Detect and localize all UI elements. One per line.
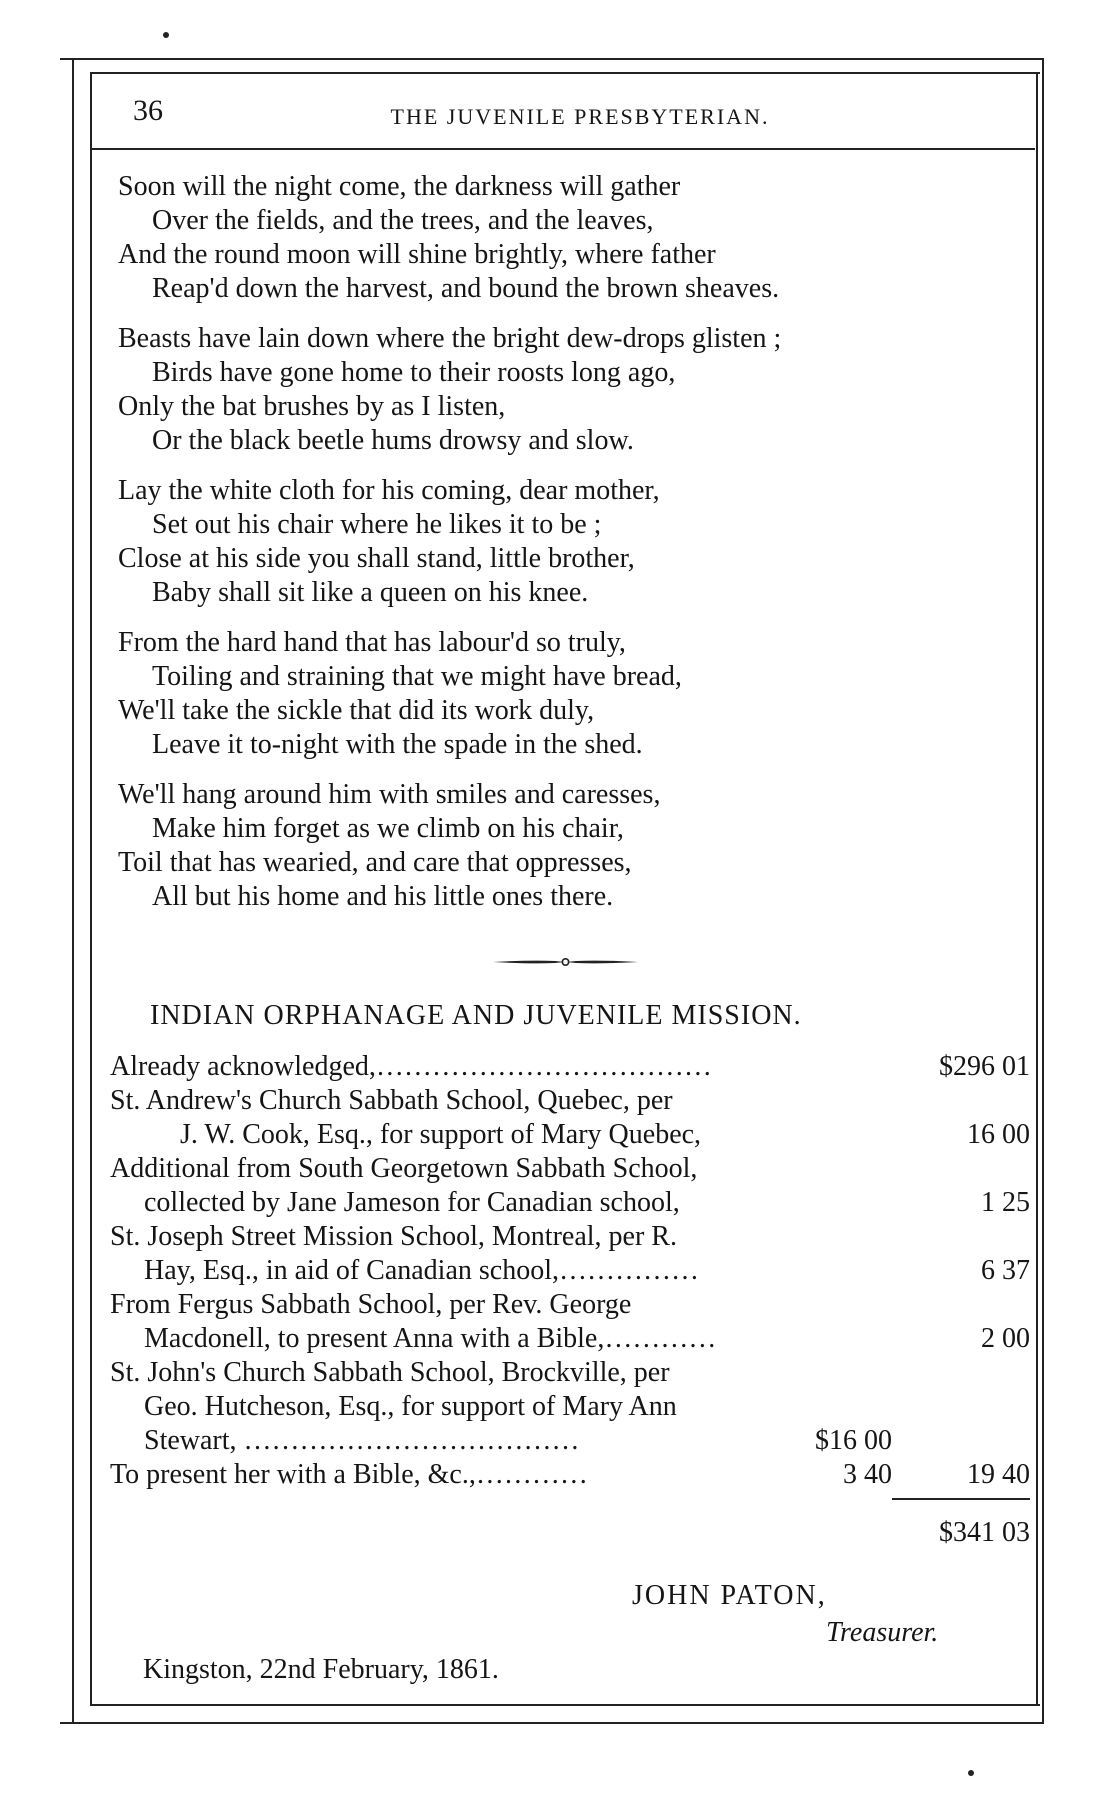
- poem-line: Reap'd down the harvest, and bound the brown sheaves.: [152, 273, 780, 304]
- poem-stanza: [118, 322, 1048, 458]
- poem-line: We'll hang around him with smiles and caresses,: [118, 779, 661, 810]
- ledger-amount: 1 25: [981, 1187, 1030, 1218]
- poem-line: Soon will the night come, the darkness will gather: [118, 171, 681, 202]
- poem-line: Make him forget as we climb on his chair,: [152, 813, 624, 844]
- frame-left-rule-outer: [72, 60, 74, 1724]
- poem-line: Over the fields, and the trees, and the leaves,: [152, 205, 654, 236]
- ledger-row: [110, 1288, 1030, 1322]
- donation-ledger: [110, 1000, 1030, 1550]
- ledger-rows: [110, 1050, 1030, 1492]
- poem-stanza: [118, 474, 1048, 610]
- poem-line: Birds have gone home to their roosts long ago,: [152, 357, 676, 388]
- poem: [118, 170, 1048, 930]
- ledger-row: [110, 1424, 1030, 1458]
- print-speck: [968, 1770, 974, 1776]
- total-rule-row: [110, 1492, 1030, 1506]
- ledger-subamount: 3 40: [843, 1459, 892, 1490]
- poem-line: Only the bat brushes by as I listen,: [118, 391, 506, 422]
- ledger-amount: $296 01: [939, 1051, 1030, 1082]
- poem-line: Lay the white cloth for his coming, dear mother,: [118, 475, 660, 506]
- ledger-amount: 2 00: [981, 1323, 1030, 1354]
- poem-line: Close at his side you shall stand, little brother,: [118, 543, 635, 574]
- ledger-amount: 19 40: [967, 1459, 1030, 1490]
- ledger-row: [110, 1390, 1030, 1424]
- poem-line: All but his home and his little ones there.: [152, 881, 614, 912]
- running-title: THE JUVENILE PRESBYTERIAN.: [390, 104, 770, 129]
- ledger-row: [110, 1356, 1030, 1390]
- poem-stanza: [118, 778, 1048, 914]
- ledger-subamount: $16 00: [815, 1425, 892, 1456]
- frame-top-rule-inner: [90, 72, 1040, 74]
- ledger-entry-text: collected by Jane Jameson for Canadian school,: [144, 1187, 680, 1218]
- ledger-entry-text: From Fergus Sabbath School, per Rev. George: [110, 1289, 632, 1320]
- ledger-entry-text: Geo. Hutcheson, Esq., for support of Mary Ann: [144, 1391, 677, 1422]
- poem-line: We'll take the sickle that did its work duly,: [118, 695, 595, 726]
- ledger-row: [110, 1458, 1030, 1492]
- frame-left-rule-inner: [90, 72, 92, 1706]
- total-rule: [892, 1498, 1030, 1500]
- signature-name: JOHN PATON,: [632, 1580, 827, 1611]
- ornamental-divider: [493, 955, 638, 969]
- ledger-row: [110, 1118, 1030, 1152]
- print-speck: [163, 32, 169, 38]
- poem-line: Beasts have lain down where the bright dew-drops glisten ;: [118, 323, 782, 354]
- ledger-amount: 6 37: [981, 1255, 1030, 1286]
- ledger-entry-text: St. John's Church Sabbath School, Brockville, per: [110, 1357, 670, 1388]
- ledger-entry-text: Hay, Esq., in aid of Canadian school,……………: [144, 1255, 699, 1286]
- poem-stanza: [118, 170, 1048, 306]
- ledger-entry-text: Additional from South Georgetown Sabbath School,: [110, 1153, 698, 1184]
- signature-role: Treasurer.: [826, 1617, 939, 1648]
- ledger-row: [110, 1220, 1030, 1254]
- ledger-row: [110, 1322, 1030, 1356]
- ledger-entry-text: Already acknowledged,………………………………: [110, 1051, 712, 1082]
- ledger-total: $341 03: [939, 1517, 1030, 1548]
- ledger-row: [110, 1152, 1030, 1186]
- ledger-entry-text: J. W. Cook, Esq., for support of Mary Quebec,: [180, 1119, 702, 1150]
- ledger-title: INDIAN ORPHANAGE AND JUVENILE MISSION.: [150, 1000, 802, 1031]
- page-header: [125, 90, 1035, 134]
- poem-line: Set out his chair where he likes it to be ;: [152, 509, 602, 540]
- poem-line: From the hard hand that has labour'd so truly,: [118, 627, 626, 658]
- poem-line: Baby shall sit like a queen on his knee.: [152, 577, 589, 608]
- ledger-entry-text: St. Andrew's Church Sabbath School, Quebec, per: [110, 1085, 673, 1116]
- poem-line: Toil that has wearied, and care that oppresses,: [118, 847, 632, 878]
- frame-bottom-rule: [60, 1722, 1044, 1724]
- ledger-entry-text: Stewart, ………………………………: [144, 1425, 580, 1456]
- frame-bottom-rule-inner: [90, 1704, 1040, 1706]
- frame-top-rule: [60, 58, 1044, 60]
- dateline: Kingston, 22nd February, 1861.: [143, 1654, 499, 1685]
- ledger-entry-text: St. Joseph Street Mission School, Montreal, per R.: [110, 1221, 677, 1252]
- poem-line: And the round moon will shine brightly, where father: [118, 239, 716, 270]
- page-number: 36: [133, 94, 163, 127]
- ledger-amount: 16 00: [967, 1119, 1030, 1150]
- header-underline: [90, 148, 1035, 150]
- ledger-total-row: [110, 1516, 1030, 1550]
- ledger-row: [110, 1186, 1030, 1220]
- poem-line: Or the black beetle hums drowsy and slow.: [152, 425, 634, 456]
- ledger-row: [110, 1084, 1030, 1118]
- poem-stanza: [118, 626, 1048, 762]
- poem-line: Toiling and straining that we might have bread,: [152, 661, 682, 692]
- ledger-row: [110, 1050, 1030, 1084]
- poem-line: Leave it to-night with the spade in the shed.: [152, 729, 643, 760]
- ledger-entry-text: To present her with a Bible, &c.,…………: [110, 1459, 588, 1490]
- ledger-entry-text: Macdonell, to present Anna with a Bible,…………: [144, 1323, 717, 1354]
- ledger-row: [110, 1254, 1030, 1288]
